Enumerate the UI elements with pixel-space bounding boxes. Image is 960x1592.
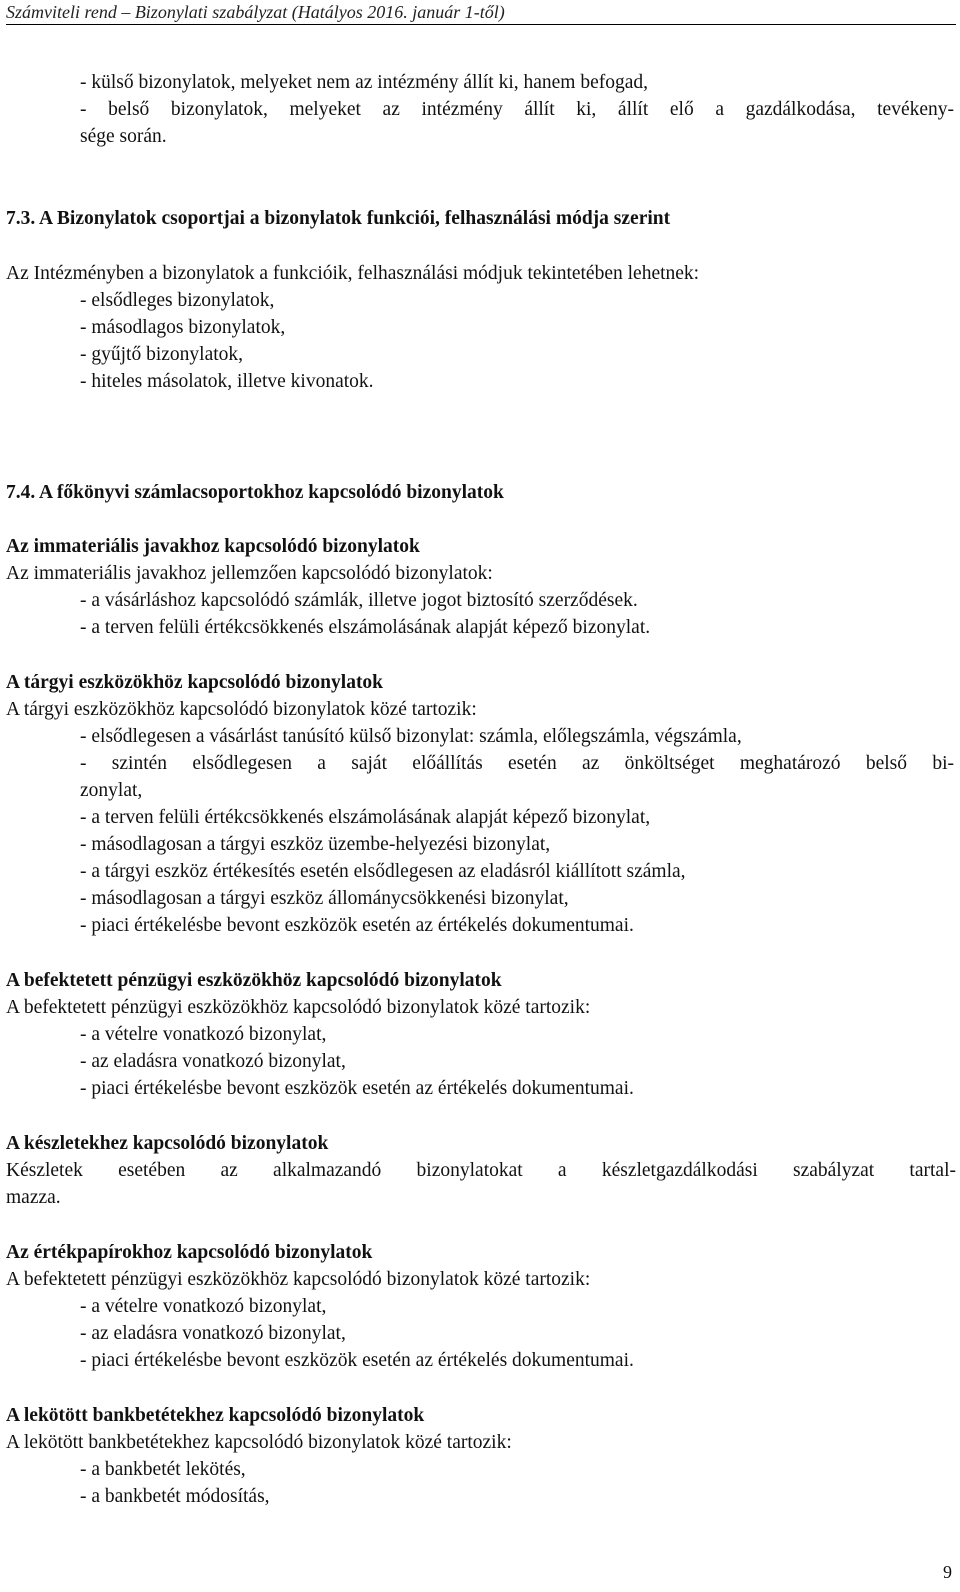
list-item-cont: zonylat, (80, 780, 143, 801)
keszlet-text: Készletek esetében az alkalmazandó bizonylatokat a készletgazdálkodási szabályzat tartal- (6, 1160, 956, 1181)
bankbetet-title: A lekötött bankbetétekhez kapcsolódó bizonylatok (6, 1405, 425, 1426)
list-item: - a vételre vonatkozó bizonylat, (80, 1296, 327, 1317)
list-item: - a tárgyi eszköz értékesítés esetén elsődlegesen az eladásról kiállított számla, (80, 861, 686, 882)
list-item: - piaci értékelésbe bevont eszközök esetén az értékelés dokumentumai. (80, 915, 634, 936)
keszlet-title: A készletekhez kapcsolódó bizonylatok (6, 1133, 329, 1154)
list-item: - a vásárláshoz kapcsolódó számlák, illetve jogot biztosító szerződések. (80, 590, 638, 611)
bankbetet-lead: A lekötött bankbetétekhez kapcsolódó bizonylatok közé tartozik: (6, 1432, 512, 1453)
list-item: - az eladásra vonatkozó bizonylat, (80, 1323, 346, 1344)
list-item: - szintén elsődlegesen a saját előállítás esetén az önköltséget meghatározó belső bi- (80, 753, 954, 774)
intro-item-internal-cont: sége során. (80, 126, 167, 147)
list-item: - a terven felüli értékcsökkenés elszámolásának alapját képező bizonylat, (80, 807, 651, 828)
list-item: - gyűjtő bizonylatok, (80, 344, 244, 365)
running-header: Számviteli rend – Bizonylati szabályzat (Hatályos 2016. január 1-től) (6, 1, 956, 25)
list-item: - a bankbetét módosítás, (80, 1486, 270, 1507)
list-item: - a terven felüli értékcsökkenés elszámolásának alapját képező bizonylat. (80, 617, 651, 638)
befektetett-title: A befektetett pénzügyi eszközökhöz kapcsolódó bizonylatok (6, 970, 502, 991)
page-number: 9 (943, 1562, 952, 1582)
section-7-3-lead: Az Intézményben a bizonylatok a funkcióik, felhasználási módjuk tekintetében lehetnek: (6, 263, 700, 284)
intro-item-internal: - belső bizonylatok, melyeket az intézmény állít ki, állít elő a gazdálkodása, tevékeny- (80, 99, 954, 120)
immaterialis-lead: Az immateriális javakhoz jellemzően kapcsolódó bizonylatok: (6, 563, 493, 584)
list-item: - másodlagosan a tárgyi eszköz üzembe-helyezési bizonylat, (80, 834, 551, 855)
section-7-3-heading: 7.3. A Bizonylatok csoportjai a bizonylatok funkciói, felhasználási módja szerint (6, 208, 671, 229)
intro-item-external: - külső bizonylatok, melyeket nem az intézmény állít ki, hanem befogad, (80, 72, 649, 93)
ertekpapir-lead: A befektetett pénzügyi eszközökhöz kapcsolódó bizonylatok közé tartozik: (6, 1269, 591, 1290)
list-item: - elsődleges bizonylatok, (80, 290, 275, 311)
befektetett-lead: A befektetett pénzügyi eszközökhöz kapcsolódó bizonylatok közé tartozik: (6, 997, 591, 1018)
list-item: - elsődlegesen a vásárlást tanúsító külső bizonylat: számla, előlegszámla, végszámla, (80, 726, 742, 747)
keszlet-text-cont: mazza. (6, 1187, 61, 1208)
ertekpapir-title: Az értékpapírokhoz kapcsolódó bizonylatok (6, 1242, 373, 1263)
immaterialis-title: Az immateriális javakhoz kapcsolódó bizonylatok (6, 536, 420, 557)
section-7-4-heading: 7.4. A főkönyvi számlacsoportokhoz kapcsolódó bizonylatok (6, 482, 504, 503)
targyi-lead: A tárgyi eszközökhöz kapcsolódó bizonylatok közé tartozik: (6, 699, 477, 720)
list-item: - piaci értékelésbe bevont eszközök esetén az értékelés dokumentumai. (80, 1350, 634, 1371)
list-item: - másodlagosan a tárgyi eszköz állománycsökkenési bizonylat, (80, 888, 569, 909)
list-item: - a bankbetét lekötés, (80, 1459, 246, 1480)
list-item: - az eladásra vonatkozó bizonylat, (80, 1051, 346, 1072)
list-item: - a vételre vonatkozó bizonylat, (80, 1024, 327, 1045)
targyi-title: A tárgyi eszközökhöz kapcsolódó bizonylatok (6, 672, 384, 693)
list-item: - piaci értékelésbe bevont eszközök esetén az értékelés dokumentumai. (80, 1078, 634, 1099)
list-item: - másodlagos bizonylatok, (80, 317, 286, 338)
list-item: - hiteles másolatok, illetve kivonatok. (80, 371, 374, 392)
